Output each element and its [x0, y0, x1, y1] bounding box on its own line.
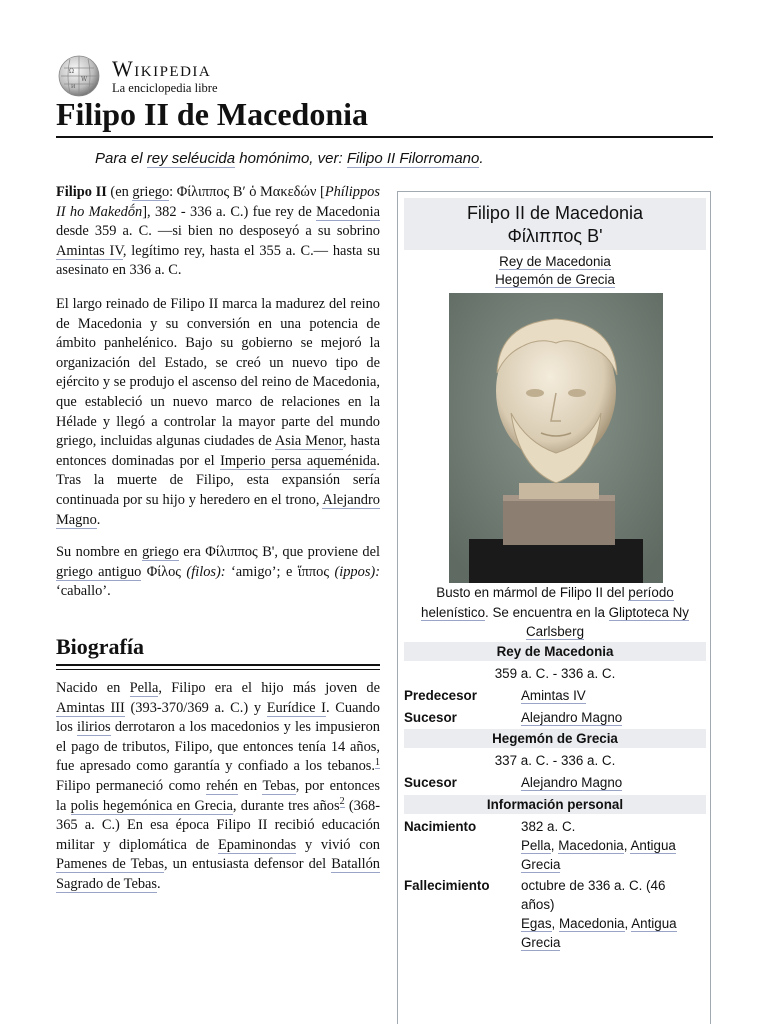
- text: Su nombre en: [56, 544, 143, 560]
- reference-1[interactable]: 1: [375, 756, 380, 768]
- link-rey-de-macedonia[interactable]: Rey de Macedonia: [499, 254, 611, 269]
- link-antigua-grecia[interactable]: Antigua Grecia: [521, 916, 677, 950]
- sucesor-value: [521, 773, 701, 792]
- wordmark: [112, 55, 218, 95]
- text: . Tras la muerte de Filipo, esta expansión sería continuada por su hijo y heredero en el trono,: [56, 452, 381, 508]
- hatnote-link-filipo-ii-filorromano[interactable]: Filipo II Filorromano: [346, 150, 480, 167]
- article-subject: Filipo II: [56, 184, 107, 200]
- text: (368-365 a. C.) En esa época Filipo II recibió educación militar y diplomática de: [56, 797, 380, 853]
- text: (393-370/369 a. C.) y: [124, 699, 267, 716]
- link-macedonia[interactable]: Macedonia: [558, 916, 625, 931]
- predecesor-value: [521, 686, 701, 705]
- link-amintas-iv[interactable]: Amintas IV: [521, 688, 586, 703]
- caption-text: Busto en mármol de Filipo II del: [436, 585, 629, 600]
- text: ‘caballo’.: [56, 583, 111, 600]
- link-antigua-grecia[interactable]: Antigua Grecia: [521, 838, 676, 872]
- infobox-title-name: Filipo II de Macedonia: [466, 203, 644, 223]
- text: Nacido en: [56, 680, 130, 696]
- text: , legítimo rey, hasta el 355 a. C.— hasta su asesinato en 336 a. C.: [56, 242, 381, 279]
- text: , un entusiasta defensor del: [163, 856, 332, 873]
- link-euridice-i[interactable]: Eurídice I: [266, 699, 326, 716]
- link-pamenes-de-tebas[interactable]: Pamenes de Tebas: [56, 856, 164, 873]
- text: , por entonces la: [56, 777, 380, 814]
- text: ], 382 - 336 a. C.) fue rey de: [142, 203, 317, 220]
- transliteration: (filos):: [186, 563, 226, 580]
- bust-illustration: [449, 293, 663, 583]
- text: . Cuando los: [56, 699, 380, 736]
- biografia-paragraph: [56, 679, 380, 895]
- link-tebas[interactable]: Tebas: [262, 777, 296, 794]
- intro-paragraph-3: [56, 543, 380, 602]
- text: era Φίλιππος Β', que proviene del: [178, 544, 380, 560]
- bust-image[interactable]: [449, 293, 663, 583]
- transliteration: (ippos):: [334, 563, 380, 580]
- infobox-band-hegemon: Hegemón de Grecia: [404, 729, 706, 748]
- intro-paragraph-2: [56, 295, 380, 530]
- text: , Filipo era el hijo más joven de: [158, 680, 380, 696]
- link-polis-hegemonica[interactable]: polis hegemónica en Grecia: [70, 797, 233, 814]
- text: Φίλος: [141, 563, 187, 580]
- sucesor-value: [521, 708, 701, 727]
- text: derrotaron a los macedonios y les impusieron el pago de tributos, Filipo, que entonces tenía 14 años, fue apresado como garantía y confiado a los tebanos.: [56, 719, 380, 775]
- sucesor-label: Sucesor: [404, 775, 457, 790]
- link-alejandro-magno[interactable]: Alejandro Magno: [56, 491, 380, 528]
- section-heading-biografia: Biografía: [56, 634, 144, 659]
- link-asia-menor[interactable]: Asia Menor: [274, 433, 343, 450]
- section-divider: [56, 664, 380, 666]
- nacimiento-label: Nacimiento: [404, 819, 477, 834]
- link-amintas-iv[interactable]: Amintas IV: [56, 242, 123, 259]
- birth-date: 382 a. C.: [521, 819, 576, 834]
- link-gliptoteca[interactable]: Gliptoteca Ny Carlsberg: [525, 604, 689, 639]
- birth-place: Pella, Macedonia, Antigua Grecia: [521, 838, 676, 872]
- nacimiento-value: [521, 817, 701, 874]
- text: : Φίλιππος Β′ ὁ Μακεδών [: [169, 184, 325, 200]
- text: , hasta entonces dominadas por el: [56, 433, 380, 469]
- predecesor-label: Predecesor: [404, 688, 477, 703]
- link-batallon-sagrado[interactable]: Batallón Sagrado de Tebas: [56, 856, 380, 892]
- reference-2[interactable]: 2: [339, 795, 345, 807]
- svg-text:W: W: [81, 76, 88, 83]
- link-amintas-iii[interactable]: Amintas III: [56, 699, 125, 716]
- link-griego[interactable]: griego: [142, 544, 179, 560]
- image-caption: [410, 583, 700, 642]
- text: en: [238, 777, 263, 794]
- link-alejandro-magno[interactable]: Alejandro Magno: [521, 775, 623, 790]
- death-date: octubre de 336 a. C. (46 años): [521, 878, 666, 912]
- link-epaminondas[interactable]: Epaminondas: [217, 836, 297, 853]
- link-egas[interactable]: Egas: [521, 916, 552, 931]
- link-macedonia[interactable]: Macedonia: [316, 203, 380, 220]
- link-hegemon-de-grecia[interactable]: Hegemón de Grecia: [495, 272, 615, 287]
- infobox-band-rey: Rey de Macedonia: [404, 642, 706, 661]
- text: , durante tres años: [232, 797, 340, 814]
- sucesor-label: Sucesor: [404, 710, 457, 725]
- link-alejandro-magno[interactable]: Alejandro Magno: [521, 710, 623, 725]
- link-pella[interactable]: Pella: [521, 838, 551, 853]
- wordmark-title: Wikipedia: [112, 55, 212, 81]
- section-divider: [56, 669, 380, 670]
- text: .: [96, 511, 101, 528]
- text: (en: [106, 184, 133, 200]
- text: y vivió con: [296, 836, 381, 853]
- infobox-title: [404, 198, 706, 250]
- hegemon-dates: 337 a. C. - 336 a. C.: [494, 753, 616, 768]
- hatnote-link-rey-seleucida[interactable]: rey seléucida: [146, 150, 236, 167]
- puzzle-globe-icon: [56, 54, 102, 98]
- wikipedia-logo[interactable]: [56, 54, 218, 98]
- link-griego-antiguo[interactable]: griego antiguo: [56, 563, 142, 580]
- svg-text:И: И: [71, 84, 76, 90]
- text: El largo reinado de Filipo II marca la madurez del reino de Macedonia y su conversión en una potencia de ámbito panhelénico. Bajo su gobierno se mejoró la organización del Estado, se creó un nuevo tipo de ejército y se produjo el ascenso del reino de Macedonia, que estableció un nuevo marco de relaciones en la Hélade y llegó a controlar la mayor parte del mundo griego, incluidas algunas ciudades de: [56, 296, 380, 450]
- text: desde 359 a. C. —si bien no desposeyó a su sobrino: [56, 223, 380, 240]
- text: ‘amigo’; e ἵππος: [225, 563, 335, 580]
- hatnote-pre: Para el: [95, 150, 147, 167]
- page-title: Filipo II de Macedonia: [56, 96, 369, 132]
- hatnote-post: .: [479, 150, 484, 167]
- text: .: [157, 875, 161, 892]
- hatnote: [95, 150, 484, 167]
- link-imperio-persa[interactable]: Imperio persa aqueménida: [220, 452, 377, 469]
- hatnote-mid: homónimo, ver:: [235, 150, 347, 167]
- link-ilirios[interactable]: ilirios: [77, 719, 111, 736]
- infobox-title-greek: Φίλιππος Β': [507, 226, 603, 246]
- link-rehen[interactable]: rehén: [206, 777, 239, 794]
- fallecimiento-value: [521, 876, 701, 952]
- link-griego[interactable]: griego: [132, 184, 170, 200]
- link-macedonia[interactable]: Macedonia: [558, 838, 624, 853]
- wordmark-tagline: La enciclopedia libre: [112, 80, 218, 95]
- fallecimiento-label: Fallecimiento: [404, 878, 490, 893]
- transliteration: Phílippos II ho Makedṓn: [56, 184, 380, 220]
- death-place: Egas, Macedonia, Antigua Grecia: [521, 916, 677, 950]
- infobox-subtitle-1: [398, 253, 712, 271]
- text: Filipo permaneció como: [56, 777, 207, 794]
- svg-text:Ω: Ω: [69, 68, 74, 75]
- link-pella[interactable]: Pella: [129, 680, 159, 696]
- infobox: [397, 191, 711, 1024]
- infobox-band-personal: Información personal: [404, 795, 706, 814]
- intro-paragraph-1: [56, 183, 380, 281]
- link-periodo-helenistico[interactable]: período helenístico: [421, 585, 674, 620]
- infobox-subtitle-2: [398, 271, 712, 289]
- caption-text: . Se encuentra en la: [485, 604, 609, 620]
- reign-dates: 359 a. C. - 336 a. C.: [494, 666, 616, 681]
- title-divider: [56, 136, 713, 138]
